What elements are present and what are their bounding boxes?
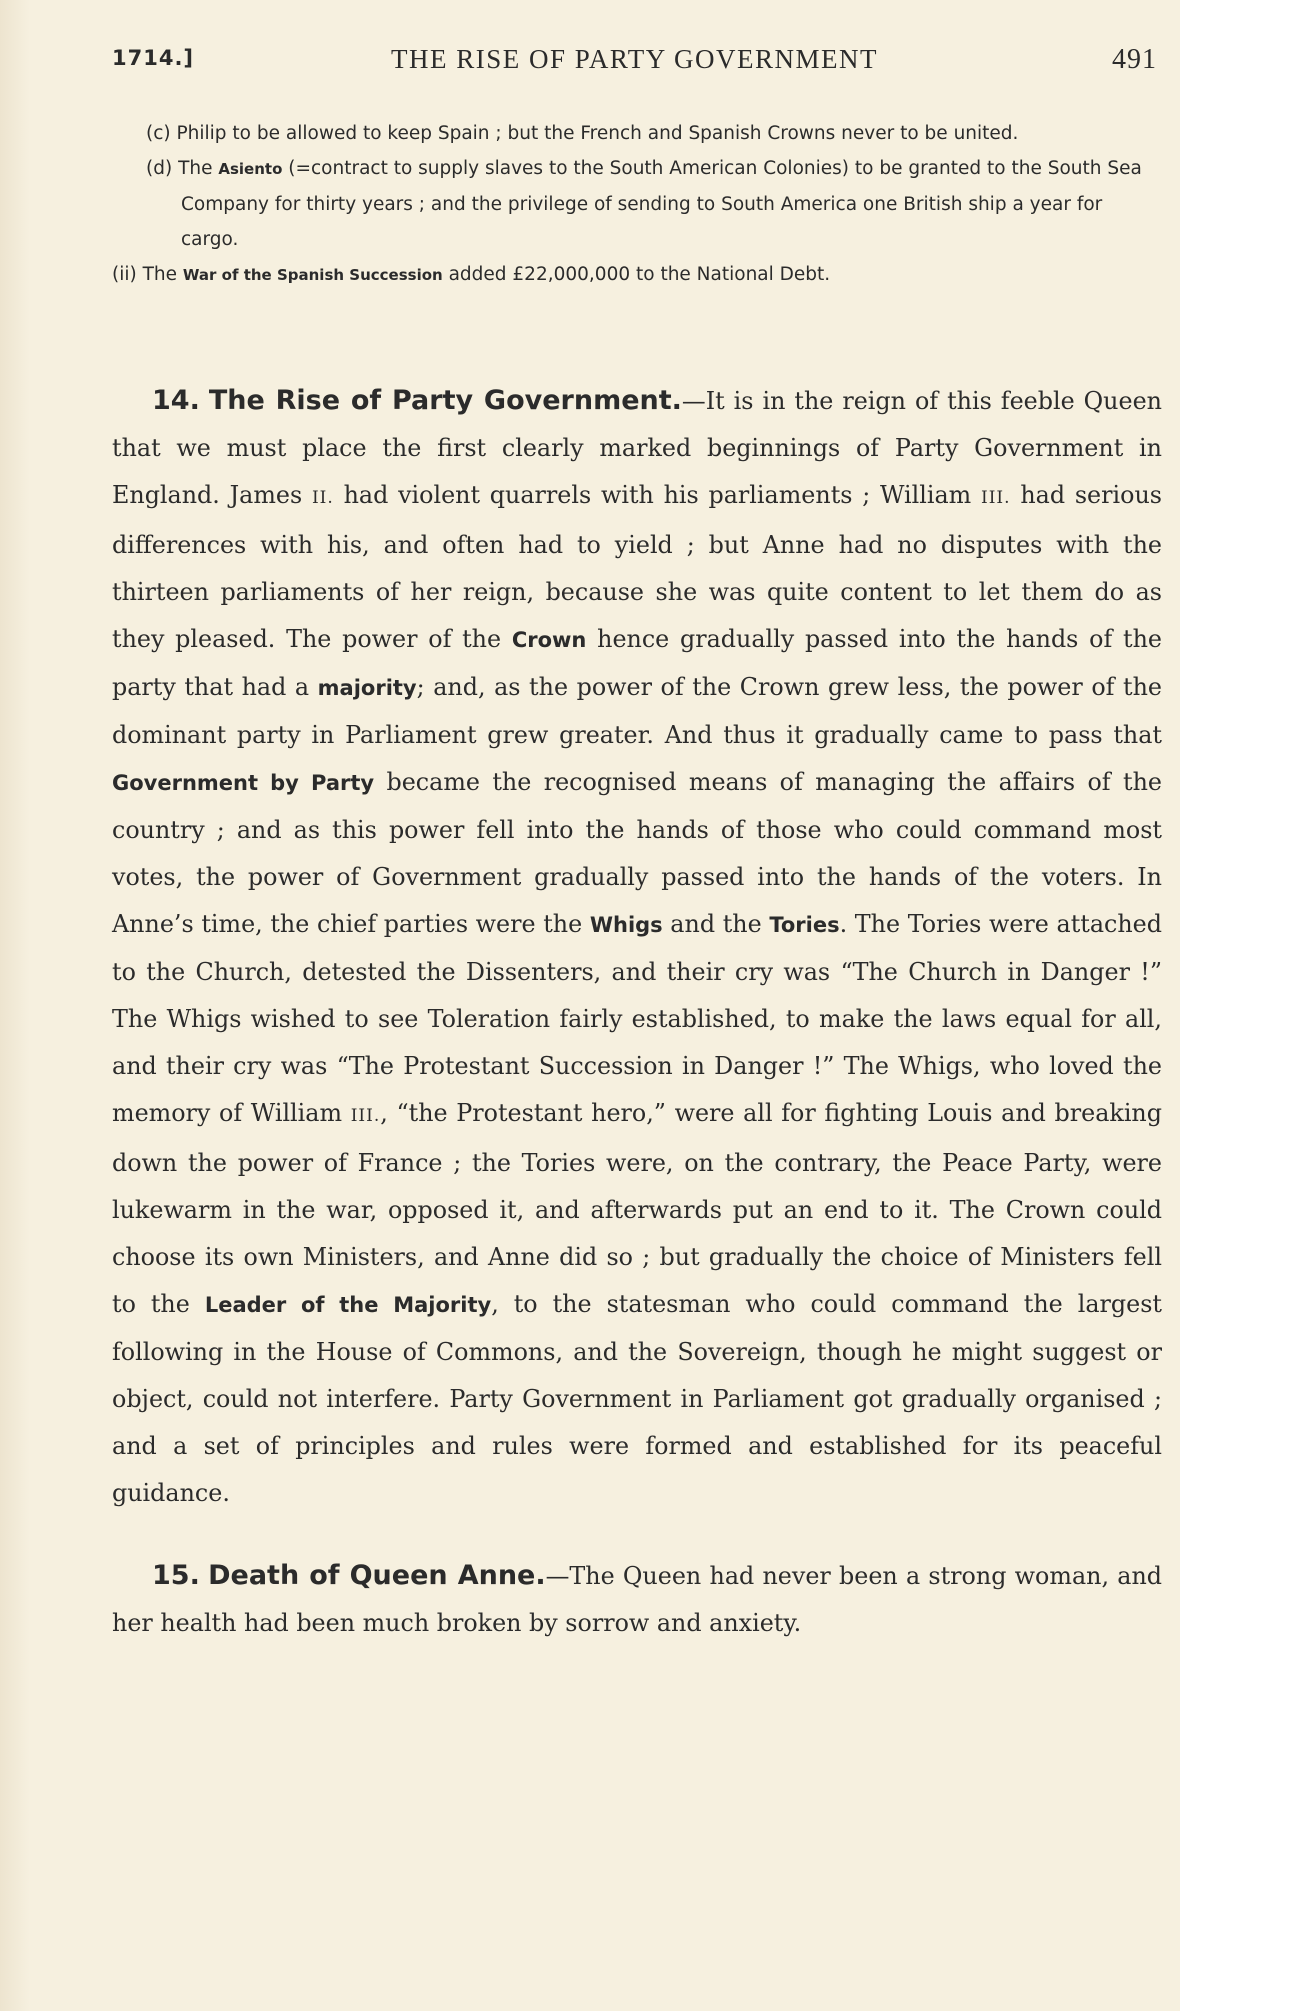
text-run: , “the Protestant hero,” were all for fighting Louis and breaking down the power of France ; the Tories were, on the contrary, the Peace Party, were lukewarm in the war, opposed it, and afterwards put an end to it. The Crown could choose its own Ministers, and Anne did so ; but gradually the choice of Ministers fell to the bbox=[112, 1099, 1162, 1318]
note-ii-post: added £22,000,000 to the National Debt. bbox=[442, 264, 831, 285]
header-title: THE RISE OF PARTY GOVERNMENT bbox=[391, 44, 878, 74]
note-d-term: Asiento bbox=[218, 160, 283, 178]
text-run: . The Tories were attached to the Church, detested the Dissenters, and their cry was “The Church in Danger !” The Whigs wished to see Toleration fairly established, to make the laws equal for all, and their cry was “The Protestant Succession in Danger !” The Whigs, who loved the memory of William bbox=[112, 910, 1162, 1127]
section-15-number: 15. bbox=[152, 1560, 200, 1591]
note-ii-term: War of the Spanish Succession bbox=[182, 266, 443, 284]
note-c bbox=[11, 116, 1162, 151]
text-run: —It is in the reign of this feeble Queen that we must place the first clearly marked beginnings of Party Government in England. James bbox=[112, 387, 1162, 509]
text-run: had violent quarrels with his parliaments ; William bbox=[333, 481, 981, 509]
text-run: hence gradually passed into the hands of the party that had a bbox=[112, 625, 1162, 701]
key-term-crown: Crown bbox=[511, 628, 587, 652]
note-d-post: (=contract to supply slaves to the South American Colonies) to be granted to the South Sea Company for thirty years ; and the privilege of sending to South America one British ship a year for cargo. bbox=[181, 158, 1142, 250]
page-binding-shadow bbox=[0, 0, 30, 2011]
note-c-label: (c) bbox=[146, 123, 171, 144]
note-c-text: Philip to be allowed to keep Spain ; but the French and Spanish Crowns never to be united. bbox=[176, 123, 1019, 144]
running-header bbox=[112, 44, 1157, 84]
text-run: became the recognised means of managing the affairs of the country ; and as this power fell into the hands of those who could command most votes, the power of Government gradually passed into the hands of the voters. In Anne’s time, the chief parties were the bbox=[112, 768, 1162, 938]
regnal-numeral: II. bbox=[311, 488, 334, 508]
note-ii-label: (ii) bbox=[112, 264, 137, 285]
note-d-pre: The bbox=[178, 158, 219, 179]
note-d-label: (d) bbox=[146, 158, 173, 179]
regnal-numeral: III. bbox=[350, 1106, 381, 1126]
key-term-majority: majority bbox=[317, 676, 417, 700]
main-text bbox=[112, 377, 1162, 1647]
note-ii-pre: The bbox=[142, 264, 183, 285]
text-run: —The Queen had never been a strong woman, and her health had been much broken by sorrow and anxiety. bbox=[112, 1562, 1162, 1637]
text-run: ; and, as the power of the Crown grew less, the power of the dominant party in Parliament grew greater. And thus it gradually came to pass that bbox=[112, 673, 1162, 749]
note-ii bbox=[112, 257, 1162, 293]
section-14-heading: The Rise of Party Government. bbox=[208, 385, 682, 416]
key-term-government-by-party: Government by Party bbox=[112, 771, 375, 795]
section-14-paragraph bbox=[112, 377, 1162, 1517]
key-term-whigs: Whigs bbox=[589, 913, 663, 937]
text-run: had serious differences with his, and often had to yield ; but Anne had no disputes with the thirteen parliaments of her reign, because she was quite content to let them do as they pleased. The power of the bbox=[112, 481, 1162, 653]
key-term-leader-of-majority: Leader of the Majority bbox=[204, 1293, 492, 1317]
text-run: , to the statesman who could command the largest following in the House of Commons, and the Sovereign, though he might suggest or object, could not interfere. Party Government in Parliament got gradually organised ; and a set of principles and rules were formed and established for its peaceful guidance. bbox=[112, 1290, 1162, 1507]
text-run: and the bbox=[662, 910, 770, 938]
section-15-heading: Death of Queen Anne. bbox=[208, 1560, 546, 1591]
section-15-paragraph bbox=[112, 1552, 1162, 1647]
page-number: 491 bbox=[1112, 44, 1157, 75]
regnal-numeral: III. bbox=[981, 488, 1011, 508]
header-date: 1714.] bbox=[112, 46, 195, 70]
key-term-tories: Tories bbox=[769, 913, 840, 937]
summary-notes bbox=[112, 116, 1162, 293]
section-14-number: 14. bbox=[152, 385, 200, 416]
note-d bbox=[11, 151, 1162, 257]
